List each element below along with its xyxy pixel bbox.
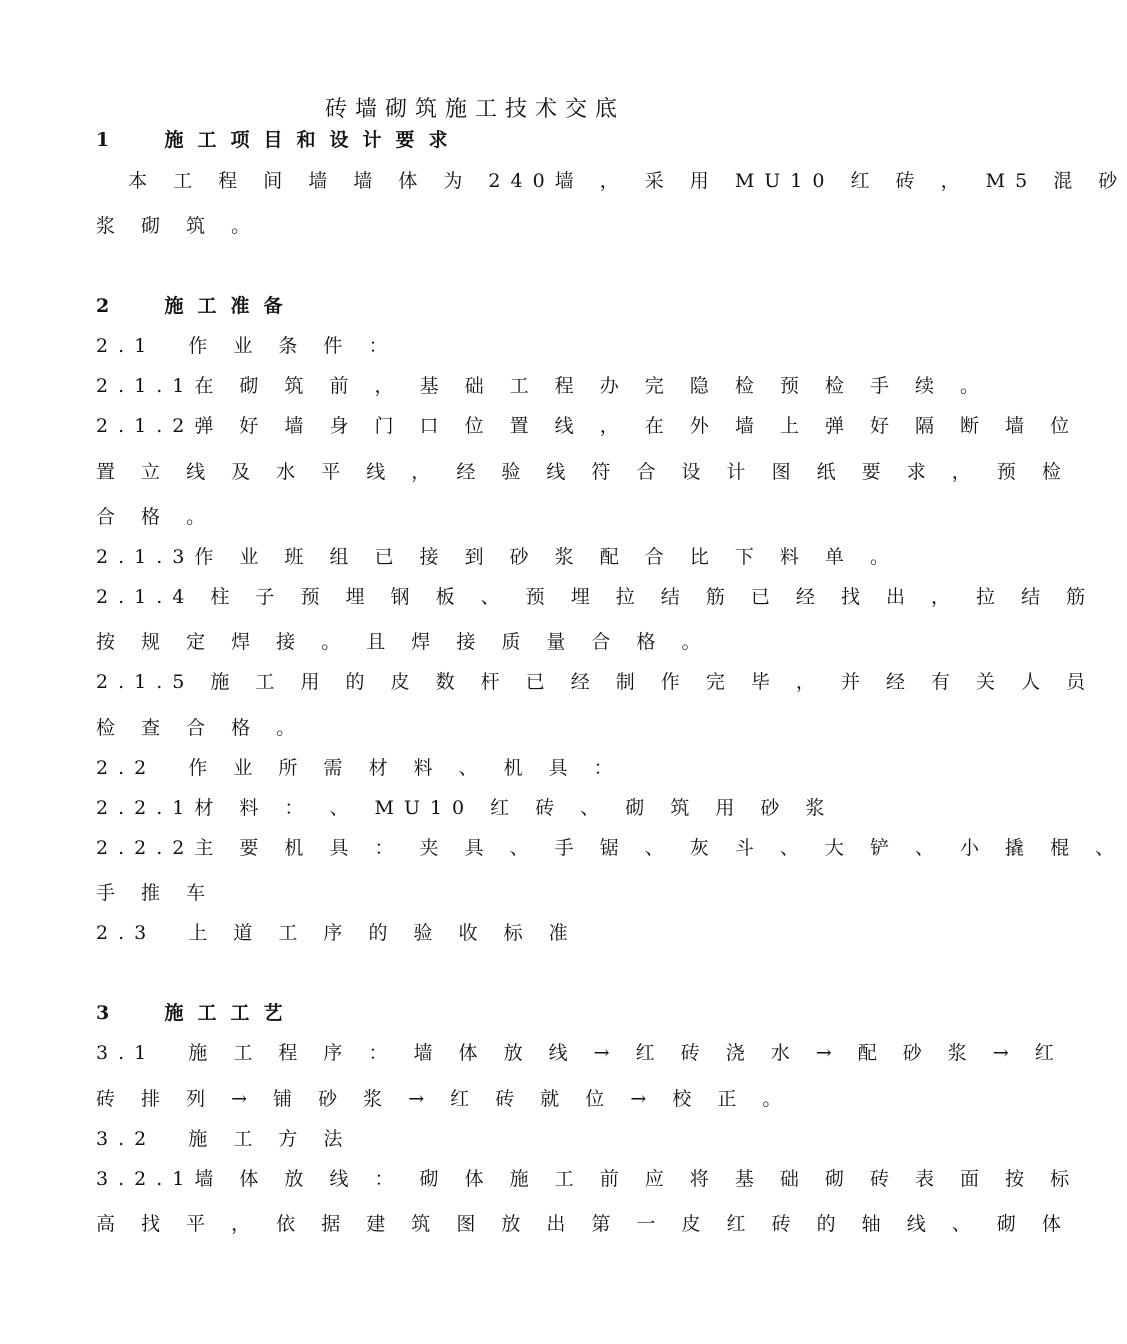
paragraph-line: 置 立 线 及 水 平 线 ， 经 验 线 符 合 设 计 图 纸 要 求 ， 预 检	[96, 461, 1071, 483]
section-heading-1: 1 施工项目和设计要求	[96, 129, 462, 151]
section-heading-2: 2 施工准备	[96, 295, 297, 317]
page-title: 砖墙砌筑施工技术交底	[324, 97, 625, 122]
paragraph-line: 2.1.3作 业 班 组 已 接 到 砂 浆 配 合 比 下 料 单 。	[96, 546, 899, 568]
paragraph-line: 3.1 施 工 程 序 ： 墙 体 放 线 → 红 砖 浇 水 → 配 砂 浆 → 红	[96, 1042, 1064, 1064]
paragraph-line: 2.1.1在 砌 筑 前 ， 基 础 工 程 办 完 隐 检 预 检 手 续 。	[96, 375, 990, 397]
paragraph-line: 按 规 定 焊 接 。 且 焊 接 质 量 合 格 。	[96, 631, 711, 653]
paragraph-line: 2.2.2主 要 机 具 ： 夹 具 、 手 锯 、 灰 斗 、 大 铲 、 小 撬 棍 、	[96, 837, 1125, 859]
paragraph-line: 手 推 车	[96, 882, 216, 904]
paragraph-line: 检 查 合 格 。	[96, 717, 306, 739]
subheading-2-3: 2.3 上 道 工 序 的 验 收 标 准	[96, 922, 578, 944]
paragraph-line: 砖 排 列 → 铺 砂 浆 → 红 砖 就 位 → 校 正 。	[96, 1088, 792, 1110]
subheading-3-2: 3.2 施 工 方 法	[96, 1128, 353, 1150]
section-heading-3: 3 施工工艺	[96, 1002, 297, 1024]
paragraph-line: 本 工 程 间 墙 墙 体 为 240墙 ， 采 用 MU10 红 砖 ， M5 混 砂	[96, 170, 1127, 192]
paragraph-line: 2.1.2弹 好 墙 身 门 口 位 置 线 ， 在 外 墙 上 弹 好 隔 断 墙 位	[96, 415, 1080, 437]
subheading-2-2: 2.2 作 业 所 需 材 料 、 机 具 ：	[96, 757, 623, 779]
paragraph-line: 2.1.5 施 工 用 的 皮 数 杆 已 经 制 作 完 毕 ， 并 经 有 关 人 员	[96, 671, 1096, 693]
paragraph-line: 2.1.4 柱 子 预 埋 钢 板 、 预 埋 拉 结 筋 已 经 找 出 ， 拉 结 筋	[96, 586, 1096, 608]
paragraph-line: 浆 砌 筑 。	[96, 215, 261, 237]
paragraph-line: 高 找 平 ， 依 据 建 筑 图 放 出 第 一 皮 红 砖 的 轴 线 、 砌 体	[96, 1213, 1071, 1235]
paragraph-line: 3.2.1墙 体 放 线 ： 砌 体 施 工 前 应 将 基 础 砌 砖 表 面 按 标	[96, 1168, 1080, 1190]
paragraph-line: 2.2.1材 料 ： 、 MU10 红 砖 、 砌 筑 用 砂 浆	[96, 797, 835, 819]
paragraph-line: 合 格 。	[96, 506, 216, 528]
subheading-2-1: 2.1 作 业 条 件 ：	[96, 335, 398, 357]
